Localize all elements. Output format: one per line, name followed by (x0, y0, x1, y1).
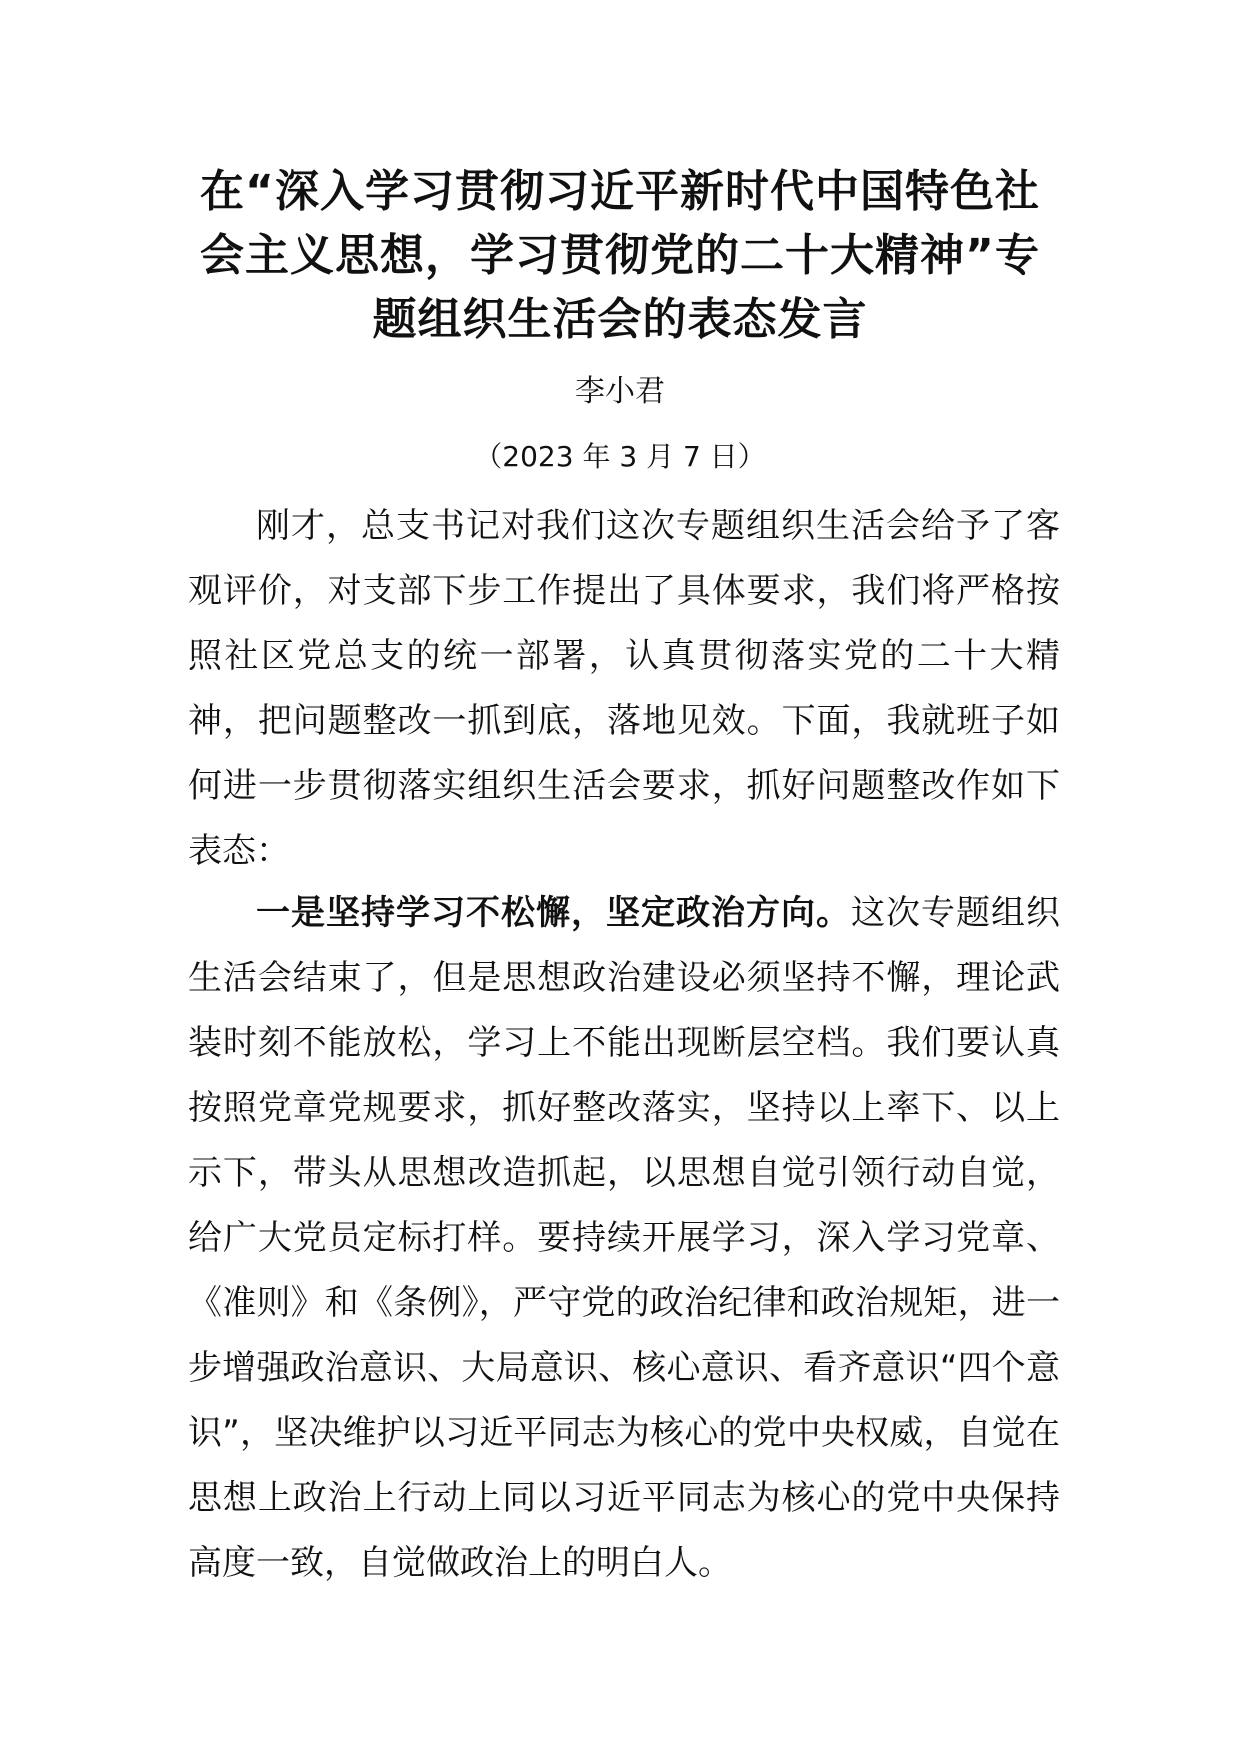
speech-date: （2023 年 3 月 7 日） (474, 440, 766, 473)
paragraph-intro-text: 刚才，总支书记对我们这次专题组织生活会给予了客观评价，对支部下步工作提出了具体要求，我们将严格按照社区党总支的统一部署，认真贯彻落实党的二十大精神，把问题整改一抓到底，落地见效。下面，我就班子如何进一步贯彻落实组织生活会要求，抓好问题整改作如下表态： (188, 506, 1060, 871)
author-name: 李小君 (575, 374, 665, 409)
document-title: 在“深入学习贯彻习近平新时代中国特色社会主义思想，学习贯彻党的二十大精神”专题组织生活会的表态发言 (200, 166, 1040, 345)
paragraph-intro (188, 494, 1060, 884)
paragraph-point-one-text: 这次专题组织生活会结束了，但是思想政治建设必须坚持不懈，理论武装时刻不能放松，学习上不能出现断层空档。我们要认真按照党章党规要求，抓好整改落实，坚持以上率下、以上示下，带头从思想改造抓起，以思想自觉引领行动自觉，给广大党员定标打样。要持续开展学习，深入学习党章、《准则》和《条例》，严守党的政治纪律和政治规矩，进一步增强政治意识、大局意识、核心意识、看齐意识“四个意识”，坚决维护以习近平同志为核心的党中央权威，自觉在思想上政治上行动上同以习近平同志为核心的党中央保持高度一致，自觉做政治上的明白人。 (188, 893, 1060, 1583)
paragraph-point-one-heading: 一是坚持学习不松懈，坚定政治方向。 (256, 893, 851, 933)
paragraph-point-one (188, 881, 1060, 1596)
